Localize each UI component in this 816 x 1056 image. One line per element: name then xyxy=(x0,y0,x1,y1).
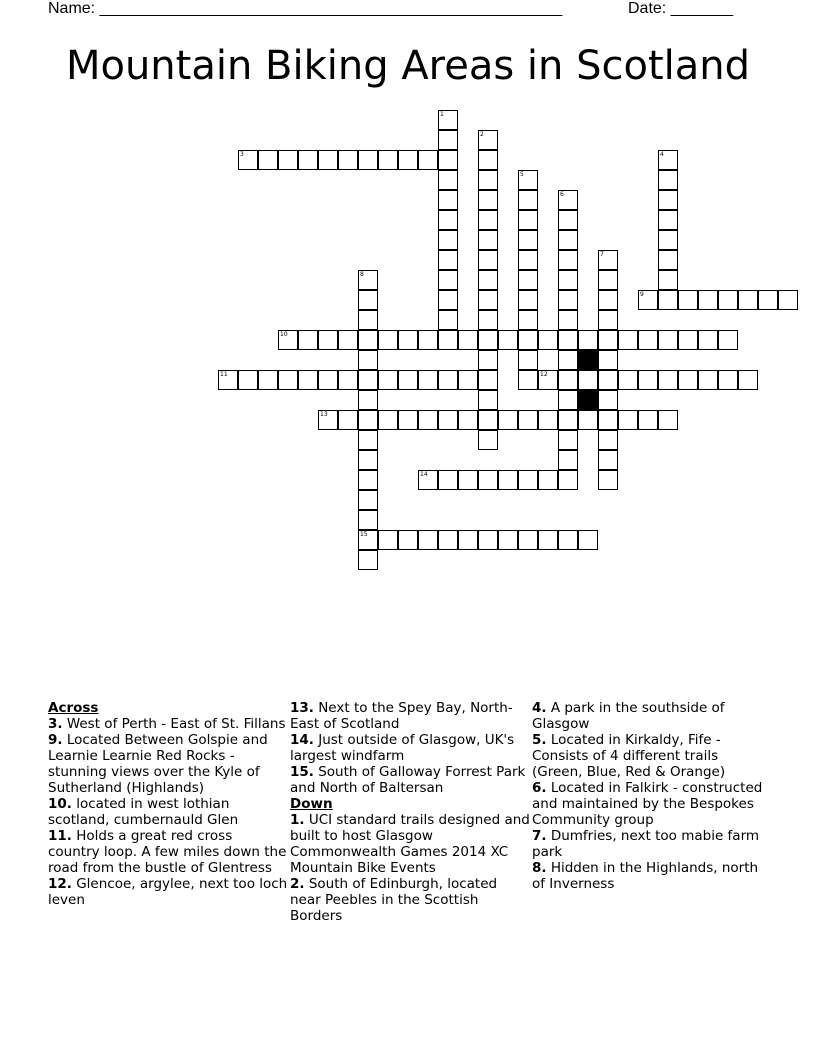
grid-cell[interactable] xyxy=(438,130,458,150)
grid-cell[interactable] xyxy=(478,230,498,250)
grid-cell[interactable] xyxy=(378,330,398,350)
grid-cell[interactable] xyxy=(398,330,418,350)
grid-cell[interactable] xyxy=(418,410,438,430)
grid-cell[interactable] xyxy=(478,430,498,450)
grid-cell[interactable] xyxy=(538,530,558,550)
grid-cell[interactable] xyxy=(458,330,478,350)
grid-cell[interactable] xyxy=(478,130,498,150)
grid-cell[interactable] xyxy=(598,330,618,350)
grid-cell[interactable] xyxy=(558,450,578,470)
clue-number-label: 3 xyxy=(240,151,244,158)
grid-cell[interactable] xyxy=(518,410,538,430)
clue-number: 10. xyxy=(48,796,72,812)
grid-cell[interactable] xyxy=(478,150,498,170)
grid-cell[interactable] xyxy=(518,310,538,330)
grid-cell[interactable] xyxy=(618,330,638,350)
grid-cell[interactable] xyxy=(358,490,378,510)
grid-cell[interactable] xyxy=(658,230,678,250)
clue-number-label: 13 xyxy=(320,411,328,418)
grid-cell[interactable] xyxy=(378,150,398,170)
grid-cell[interactable] xyxy=(438,290,458,310)
clue-number: 3. xyxy=(48,716,63,732)
clue-number-label: 5 xyxy=(520,171,524,178)
grid-cell[interactable] xyxy=(538,410,558,430)
grid-cell[interactable] xyxy=(578,330,598,350)
grid-cell[interactable] xyxy=(558,330,578,350)
grid-cell[interactable] xyxy=(478,270,498,290)
grid-cell[interactable] xyxy=(598,470,618,490)
clue-item xyxy=(532,828,772,860)
clue-number-label: 6 xyxy=(560,191,564,198)
grid-cell[interactable] xyxy=(438,230,458,250)
grid-cell[interactable] xyxy=(418,530,438,550)
grid-cell[interactable] xyxy=(358,350,378,370)
grid-cell[interactable] xyxy=(478,290,498,310)
grid-cell[interactable] xyxy=(538,330,558,350)
grid-cell[interactable] xyxy=(598,430,618,450)
clue-text: Dumfries, next too mabie farm park xyxy=(532,828,760,860)
grid-cell[interactable] xyxy=(518,270,538,290)
clue-number-label: 1 xyxy=(440,111,444,118)
grid-cell[interactable] xyxy=(498,470,518,490)
clue-number: 8. xyxy=(532,860,547,876)
grid-cell[interactable] xyxy=(338,150,358,170)
grid-cell[interactable] xyxy=(558,410,578,430)
grid-cell[interactable] xyxy=(518,470,538,490)
grid-block-cell xyxy=(578,390,598,410)
grid-cell[interactable] xyxy=(558,350,578,370)
grid-cell[interactable] xyxy=(378,370,398,390)
clue-column-2 xyxy=(290,700,530,924)
grid-cell[interactable] xyxy=(478,350,498,370)
grid-cell[interactable] xyxy=(458,470,478,490)
grid-cell[interactable] xyxy=(638,370,658,390)
clue-number-label: 12 xyxy=(540,371,548,378)
grid-cell[interactable] xyxy=(658,170,678,190)
grid-cell[interactable] xyxy=(598,270,618,290)
clue-text: West of Perth - East of St. Fillans xyxy=(62,716,286,732)
grid-cell[interactable] xyxy=(518,530,538,550)
grid-cell[interactable] xyxy=(558,390,578,410)
clue-number: 1. xyxy=(290,812,305,828)
grid-cell[interactable] xyxy=(518,170,538,190)
grid-cell[interactable] xyxy=(558,230,578,250)
grid-cell[interactable] xyxy=(578,370,598,390)
grid-block-cell xyxy=(578,350,598,370)
grid-cell[interactable] xyxy=(598,390,618,410)
grid-cell[interactable] xyxy=(418,330,438,350)
grid-cell[interactable] xyxy=(498,530,518,550)
grid-cell[interactable] xyxy=(478,410,498,430)
grid-cell[interactable] xyxy=(558,370,578,390)
grid-cell[interactable] xyxy=(518,230,538,250)
grid-cell[interactable] xyxy=(358,330,378,350)
clue-text: Holds a great red cross country loop. A few miles down the road from the bustle of Glentress xyxy=(48,828,287,876)
clue-number: 5. xyxy=(532,732,547,748)
grid-cell[interactable] xyxy=(698,330,718,350)
grid-cell[interactable] xyxy=(558,190,578,210)
grid-cell[interactable] xyxy=(318,410,338,430)
clue-column-3 xyxy=(532,700,772,892)
clue-number: 7. xyxy=(532,828,547,844)
grid-cell[interactable] xyxy=(418,470,438,490)
grid-cell[interactable] xyxy=(298,150,318,170)
clue-item xyxy=(48,828,288,876)
grid-cell[interactable] xyxy=(438,170,458,190)
grid-cell[interactable] xyxy=(598,250,618,270)
grid-cell[interactable] xyxy=(658,290,678,310)
grid-cell[interactable] xyxy=(318,330,338,350)
clue-text: Located in Falkirk - constructed and maintained by the Bespokes Community group xyxy=(532,780,763,828)
grid-cell[interactable] xyxy=(658,150,678,170)
grid-cell[interactable] xyxy=(558,430,578,450)
grid-cell[interactable] xyxy=(718,330,738,350)
grid-cell[interactable] xyxy=(478,390,498,410)
grid-cell[interactable] xyxy=(358,150,378,170)
grid-cell[interactable] xyxy=(358,450,378,470)
clue-text: Located in Kirkaldy, Fife - Consists of 4 different trails (Green, Blue, Red & Orange) xyxy=(532,732,726,780)
grid-cell[interactable] xyxy=(778,290,798,310)
clue-number: 15. xyxy=(290,764,314,780)
clue-item xyxy=(48,716,288,732)
clue-number-label: 8 xyxy=(360,271,364,278)
clue-number-label: 11 xyxy=(220,371,228,378)
grid-cell[interactable] xyxy=(638,330,658,350)
grid-cell[interactable] xyxy=(558,470,578,490)
grid-cell[interactable] xyxy=(338,330,358,350)
date-field-label: Date: _______ xyxy=(628,0,733,17)
grid-cell[interactable] xyxy=(398,530,418,550)
grid-cell[interactable] xyxy=(558,530,578,550)
grid-cell[interactable] xyxy=(478,170,498,190)
grid-cell[interactable] xyxy=(718,290,738,310)
clue-item xyxy=(532,860,772,892)
grid-cell[interactable] xyxy=(478,330,498,350)
grid-cell[interactable] xyxy=(578,410,598,430)
grid-cell[interactable] xyxy=(658,250,678,270)
grid-cell[interactable] xyxy=(338,370,358,390)
grid-cell[interactable] xyxy=(438,370,458,390)
grid-cell[interactable] xyxy=(398,410,418,430)
grid-cell[interactable] xyxy=(358,290,378,310)
grid-cell[interactable] xyxy=(518,370,538,390)
grid-cell[interactable] xyxy=(418,150,438,170)
grid-cell[interactable] xyxy=(378,530,398,550)
grid-cell[interactable] xyxy=(438,250,458,270)
clue-number-label: 2 xyxy=(480,131,484,138)
grid-cell[interactable] xyxy=(738,370,758,390)
grid-cell[interactable] xyxy=(238,370,258,390)
grid-cell[interactable] xyxy=(358,430,378,450)
clue-text: Hidden in the Highlands, north of Inverness xyxy=(532,860,759,892)
clue-item xyxy=(48,732,288,796)
clue-text: Located Between Golspie and Learnie Learnie Red Rocks - stunning views over the Kyle of Sutherland (Highlands) xyxy=(48,732,268,796)
clue-item xyxy=(48,876,288,908)
grid-cell[interactable] xyxy=(238,150,258,170)
clue-text: Just outside of Glasgow, UK's largest windfarm xyxy=(290,732,515,764)
grid-cell[interactable] xyxy=(658,270,678,290)
grid-cell[interactable] xyxy=(598,290,618,310)
grid-cell[interactable] xyxy=(478,530,498,550)
clue-number: 11. xyxy=(48,828,72,844)
grid-cell[interactable] xyxy=(358,470,378,490)
grid-cell[interactable] xyxy=(558,210,578,230)
grid-cell[interactable] xyxy=(698,370,718,390)
grid-cell[interactable] xyxy=(518,210,538,230)
grid-cell[interactable] xyxy=(578,530,598,550)
clue-number-label: 7 xyxy=(600,251,604,258)
grid-cell[interactable] xyxy=(618,410,638,430)
grid-cell[interactable] xyxy=(658,190,678,210)
grid-cell[interactable] xyxy=(438,410,458,430)
grid-cell[interactable] xyxy=(478,210,498,230)
grid-cell[interactable] xyxy=(318,150,338,170)
grid-cell[interactable] xyxy=(658,330,678,350)
grid-cell[interactable] xyxy=(398,150,418,170)
clue-number-label: 14 xyxy=(420,471,428,478)
grid-cell[interactable] xyxy=(598,410,618,430)
grid-cell[interactable] xyxy=(678,290,698,310)
grid-cell[interactable] xyxy=(518,290,538,310)
grid-cell[interactable] xyxy=(298,370,318,390)
grid-cell[interactable] xyxy=(378,410,398,430)
clue-section-heading: Across xyxy=(48,700,99,716)
grid-cell[interactable] xyxy=(518,330,538,350)
clue-number-label: 4 xyxy=(660,151,664,158)
grid-cell[interactable] xyxy=(478,190,498,210)
grid-cell[interactable] xyxy=(558,310,578,330)
grid-cell[interactable] xyxy=(258,370,278,390)
grid-cell[interactable] xyxy=(558,250,578,270)
grid-cell[interactable] xyxy=(518,190,538,210)
grid-cell[interactable] xyxy=(458,530,478,550)
clue-number-label: 9 xyxy=(640,291,644,298)
grid-cell[interactable] xyxy=(298,330,318,350)
grid-cell[interactable] xyxy=(218,370,238,390)
clue-text: South of Edinburgh, located near Peebles in the Scottish Borders xyxy=(290,876,498,924)
clue-number-label: 10 xyxy=(280,331,288,338)
grid-cell[interactable] xyxy=(358,510,378,530)
clue-item xyxy=(290,812,530,876)
grid-cell[interactable] xyxy=(438,150,458,170)
grid-cell[interactable] xyxy=(438,270,458,290)
grid-cell[interactable] xyxy=(558,270,578,290)
grid-cell[interactable] xyxy=(658,410,678,430)
grid-cell[interactable] xyxy=(478,310,498,330)
grid-cell[interactable] xyxy=(358,530,378,550)
grid-cell[interactable] xyxy=(658,210,678,230)
clue-text: A park in the southside of Glasgow xyxy=(532,700,725,732)
clue-number: 9. xyxy=(48,732,63,748)
grid-cell[interactable] xyxy=(398,370,418,390)
grid-cell[interactable] xyxy=(338,410,358,430)
clue-item xyxy=(532,732,772,780)
clue-number: 13. xyxy=(290,700,314,716)
grid-cell[interactable] xyxy=(678,370,698,390)
clue-number: 2. xyxy=(290,876,305,892)
puzzle-title: Mountain Biking Areas in Scotland xyxy=(65,43,751,89)
clue-item xyxy=(290,700,530,732)
clue-number: 14. xyxy=(290,732,314,748)
grid-cell[interactable] xyxy=(738,290,758,310)
clue-item xyxy=(290,764,530,796)
grid-cell[interactable] xyxy=(518,350,538,370)
grid-cell[interactable] xyxy=(698,290,718,310)
clue-number: 4. xyxy=(532,700,547,716)
clue-number-label: 15 xyxy=(360,531,368,538)
clue-text: South of Galloway Forrest Park and North of Baltersan xyxy=(290,764,526,796)
clue-item xyxy=(48,796,288,828)
grid-cell[interactable] xyxy=(638,410,658,430)
grid-cell[interactable] xyxy=(658,370,678,390)
grid-cell[interactable] xyxy=(438,330,458,350)
grid-cell[interactable] xyxy=(458,410,478,430)
clue-number: 12. xyxy=(48,876,72,892)
grid-cell[interactable] xyxy=(478,470,498,490)
grid-cell[interactable] xyxy=(538,370,558,390)
grid-cell[interactable] xyxy=(598,310,618,330)
grid-cell[interactable] xyxy=(418,370,438,390)
grid-cell[interactable] xyxy=(498,330,518,350)
grid-cell[interactable] xyxy=(318,370,338,390)
grid-cell[interactable] xyxy=(358,370,378,390)
grid-cell[interactable] xyxy=(598,450,618,470)
grid-cell[interactable] xyxy=(278,370,298,390)
clue-column-1 xyxy=(48,700,288,908)
clue-item xyxy=(532,780,772,828)
clue-text: located in west lothian scotland, cumbernauld Glen xyxy=(48,796,239,828)
clue-item xyxy=(290,732,530,764)
grid-cell[interactable] xyxy=(718,370,738,390)
grid-cell[interactable] xyxy=(498,410,518,430)
grid-cell[interactable] xyxy=(358,270,378,290)
grid-cell[interactable] xyxy=(438,110,458,130)
grid-cell[interactable] xyxy=(278,330,298,350)
grid-cell[interactable] xyxy=(538,470,558,490)
grid-cell[interactable] xyxy=(478,370,498,390)
grid-cell[interactable] xyxy=(438,530,458,550)
grid-cell[interactable] xyxy=(458,370,478,390)
grid-cell[interactable] xyxy=(478,250,498,270)
grid-cell[interactable] xyxy=(758,290,778,310)
grid-cell[interactable] xyxy=(358,310,378,330)
clue-item xyxy=(532,700,772,732)
grid-cell[interactable] xyxy=(618,370,638,390)
clue-number: 6. xyxy=(532,780,547,796)
grid-cell[interactable] xyxy=(358,550,378,570)
grid-cell[interactable] xyxy=(438,190,458,210)
clue-item xyxy=(290,876,530,924)
grid-cell[interactable] xyxy=(678,330,698,350)
clue-text: Next to the Spey Bay, North-East of Scotland xyxy=(290,700,513,732)
grid-cell[interactable] xyxy=(598,370,618,390)
grid-cell[interactable] xyxy=(358,410,378,430)
clue-text: UCI standard trails designed and built to host Glasgow Commonwealth Games 2014 XC Mountain Bike Events xyxy=(290,812,530,876)
clue-text: Glencoe, argylee, next too loch leven xyxy=(48,876,288,908)
grid-cell[interactable] xyxy=(358,390,378,410)
grid-cell[interactable] xyxy=(438,310,458,330)
grid-cell[interactable] xyxy=(558,290,578,310)
grid-cell[interactable] xyxy=(518,250,538,270)
grid-cell[interactable] xyxy=(438,470,458,490)
grid-cell[interactable] xyxy=(278,150,298,170)
name-field-label: Name: ____________________________________________________ xyxy=(48,0,563,17)
grid-cell[interactable] xyxy=(258,150,278,170)
grid-cell[interactable] xyxy=(438,210,458,230)
grid-cell[interactable] xyxy=(598,350,618,370)
clue-section-heading: Down xyxy=(290,796,333,812)
grid-cell[interactable] xyxy=(638,290,658,310)
